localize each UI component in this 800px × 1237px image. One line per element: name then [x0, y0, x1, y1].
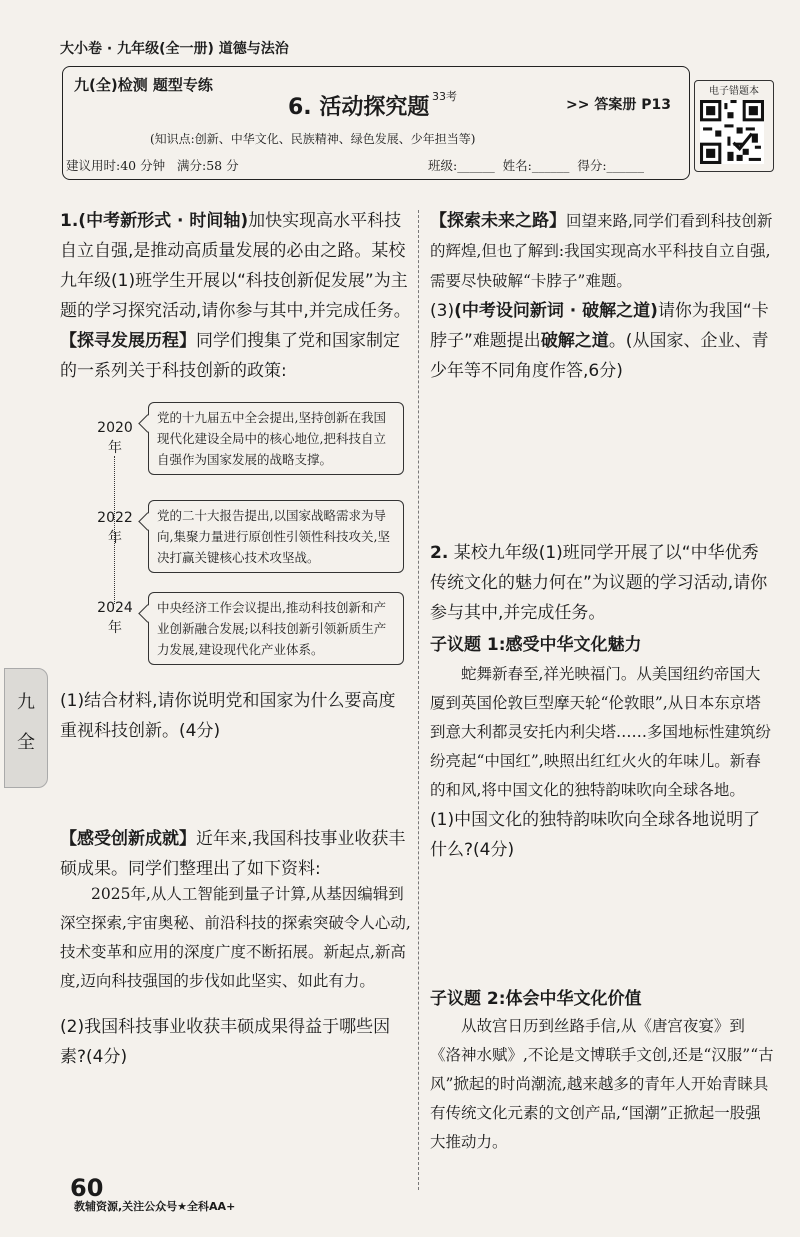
sub-question-prefix: (3) [430, 301, 455, 321]
column-divider [418, 210, 419, 1190]
section-text: 回望来路,同学们看到科技创新的辉煌,但也了解到:我国实现高水平科技自立自强,需要尽快破解“卡脖子”难题。 [430, 212, 773, 290]
question-number: 2. [430, 543, 449, 563]
timeline-year: 2022 年 [97, 510, 133, 546]
section-title: 6. 活动探究题 [288, 95, 430, 120]
qr-label: 电子错题本 [709, 86, 759, 97]
header-left-label: 九(全)检测 题型专练 [74, 76, 213, 94]
side-tab-char: 九 [17, 692, 35, 713]
series-title: 大小卷 · 九年级(全一册) 道德与法治 [60, 41, 289, 57]
student-fields: 班级:______ 姓名:______ 得分:______ [428, 158, 645, 173]
section-text: 同学们搜集了党和国家制定的一系列关于科技创新的政策: [60, 331, 400, 381]
material-text: 2025年,从人工智能到量子计算,从基因编辑到深空探索,宇宙奥秘、前沿科技的探索突破令人心动,技术变革和应用的深度广度不断拓展。新起点,新高度,迈向科技强国的步伐如此坚实、如此有力。 [60, 885, 411, 990]
question-1 [60, 206, 412, 386]
material-text: 蛇舞新春至,祥光映福门。从美国纽约帝国大厦到英国伦敦巨型摩天轮“伦敦眼”,从日本东京塔到意大利都灵安托内利尖塔……多国地标性建筑纷纷亮起“中国红”,映照出红红火火的年味儿。新春的和风,将中国文化的独特韵味吹向全球各地。 [430, 665, 772, 799]
question-number: 1. [60, 211, 79, 231]
qr-code-icon[interactable] [700, 100, 764, 164]
material-text: 从故宫日历到丝路手信,从《唐宫夜宴》到《洛神水赋》,不论是文博联手文创,还是“汉服”“古风”掀起的时尚潮流,越来越多的青年人开始青睐具有传统文化元素的文创产品,“国潮”正掀起一股强大推动力。 [430, 1017, 774, 1151]
question-2 [430, 538, 774, 865]
sub-question-1: (1)中国文化的独特韵味吹向全球各地说明了什么?(4分) [430, 810, 761, 860]
sub-question-keyword: 破解之道 [540, 331, 609, 351]
side-tab [4, 668, 48, 788]
sub-question-2: (2)我国科技事业收获丰硕成果得益于哪些因素?(4分) [60, 1017, 391, 1067]
question-intro: 某校九年级(1)班同学开展了以“中华优秀传统文化的魅力何在”为议题的学习活动,请你参与其中,并完成任务。 [430, 543, 768, 623]
sub-question-end: 。(从国家、企业、青少年等不同角度作答,6分) [430, 331, 769, 381]
footer-note: 教辅资源,关注公众号★全科AA+ [74, 1200, 236, 1213]
answer-reference: >> 答案册 P13 [566, 97, 671, 113]
knowledge-points: (知识点:创新、中华文化、民族精神、绿色发展、少年担当等) [150, 132, 476, 146]
title-superscript: 33考 [432, 90, 457, 103]
time-score-info: 建议用时:40 分钟 满分:58 分 [66, 158, 239, 173]
sub-question-1: (1)结合材料,请你说明党和国家为什么要高度重视科技创新。(4分) [60, 691, 396, 741]
sub-question-text: 请你为我国“卡脖子”难题提出 [430, 301, 769, 351]
question-1-section-2 [60, 824, 412, 884]
timeline-year: 2020 年 [97, 420, 133, 456]
question-tag: (中考新形式 · 时间轴) [78, 211, 249, 231]
subtopic-title: 子议题 1:感受中华文化魅力 [430, 635, 642, 655]
page-number: 60 [70, 1174, 104, 1202]
question-1-section-3 [430, 206, 774, 386]
timeline-box: 中央经济工作会议提出,推动科技创新和产业创新融合发展;以科技创新引领新质生产力发展,建设现代化产业体系。 [148, 592, 404, 665]
section-tag: 【探索未来之路】 [430, 211, 566, 231]
question-intro: 加快实现高水平科技自立自强,是推动高质量发展的必由之路。某校九年级(1)班学生开展以“科技创新促发展”为主题的学习探究活动,请你参与其中,并完成任务。 [60, 211, 411, 321]
timeline-box: 党的十九届五中全会提出,坚持创新在我国现代化建设全局中的核心地位,把科技自立自强作为国家发展的战略支撑。 [148, 402, 404, 475]
timeline-box: 党的二十大报告提出,以国家战略需求为导向,集聚力量进行原创性引领性科技攻关,坚决打赢关键核心技术攻坚战。 [148, 500, 404, 573]
subtopic-title: 子议题 2:体会中华文化价值 [430, 989, 642, 1009]
timeline-year: 2024 年 [97, 600, 133, 636]
section-tag: 【探寻发展历程】 [60, 331, 196, 351]
side-tab-char: 全 [17, 732, 35, 753]
question-tag: (中考设问新词 · 破解之道) [454, 301, 658, 321]
section-tag: 【感受创新成就】 [60, 829, 196, 849]
section-text: 近年来,我国科技事业收获丰硕成果。同学们整理出了如下资料: [60, 829, 406, 879]
